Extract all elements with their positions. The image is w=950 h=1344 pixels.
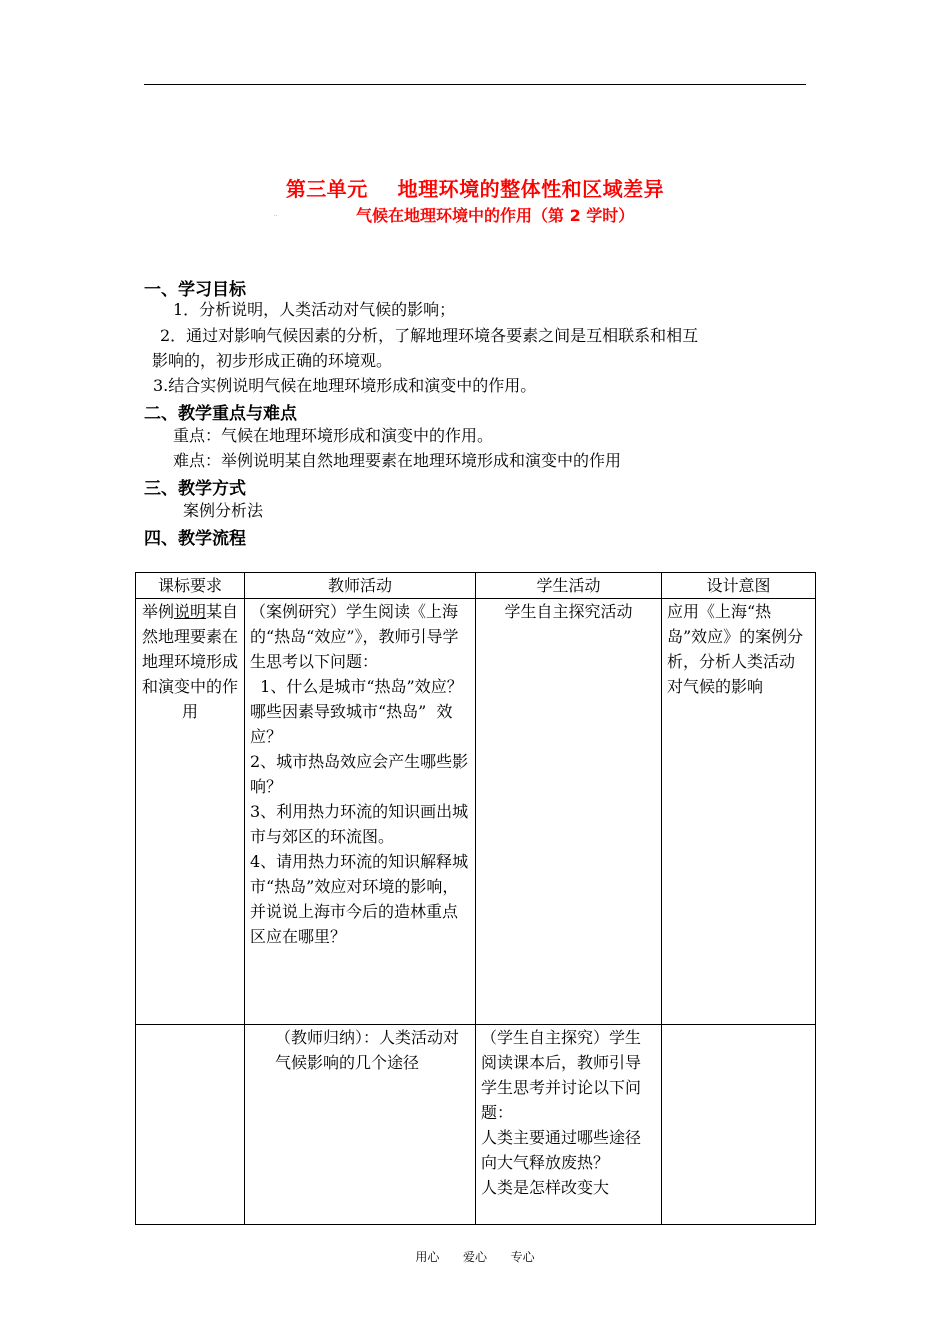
teacher-case-intro: （案例研究）学生阅读《上海的“热岛“效应”》，教师引导学生思考以下问题：: [250, 602, 459, 671]
table-row: [136, 1025, 816, 1225]
goal-item-1: 1．分析说明，人类活动对气候的影响；: [173, 300, 456, 319]
requirement-prefix: 举例: [141, 602, 174, 621]
teacher-question-2: 2、城市热岛效应会产生哪些影响？: [250, 752, 469, 796]
lesson-subtitle: 气候在地理环境中的作用（第 2 学时）: [356, 206, 635, 225]
goal-item-2: 2．通过对影响气候因素的分析，了解地理环境各要素之间是互相联系和相互: [160, 326, 699, 345]
requirement-rest: 某自然地理要素在地理环境形成和演变中的作用: [141, 602, 239, 721]
student-question-1: 人类主要通过哪些途径向大气释放废热？: [481, 1128, 642, 1172]
section-heading-focus: 二、教学重点与难点: [144, 404, 297, 424]
requirement-cell: [136, 599, 245, 1025]
requirement-underlined: 说明: [173, 602, 206, 621]
header-rule: [144, 84, 806, 85]
teaching-flow-table: [135, 572, 816, 1225]
student-inquiry-cell: [476, 1025, 662, 1225]
teaching-method: 案例分析法: [183, 501, 264, 520]
design-intent-cell-empty: [662, 1025, 816, 1225]
section-heading-flow: 四、教学流程: [144, 529, 246, 549]
student-question-2: 人类是怎样改变大: [481, 1178, 610, 1197]
student-inquiry-intro: （学生自主探究）学生阅读课本后，教师引导学生思考并讨论以下问题：: [481, 1028, 642, 1122]
header-student-activity: 学生活动: [476, 573, 662, 599]
table-header-row: [136, 573, 816, 599]
difficulty-point: 难点：举例说明某自然地理要素在地理环境形成和演变中的作用: [173, 451, 622, 470]
stray-mark: ..: [274, 212, 278, 218]
student-activity-cell: 学生自主探究活动: [476, 599, 662, 1025]
goal-item-2-cont: 影响的，初步形成正确的环境观。: [152, 351, 393, 370]
section-heading-method: 三、教学方式: [144, 479, 246, 499]
requirement-cell-empty: [136, 1025, 245, 1225]
teacher-summary-cell: （教师归纳）：人类活动对气候影响的几个途径: [245, 1025, 476, 1225]
table-row: [136, 599, 816, 1025]
page-footer: 用心 爱心 专心: [415, 1250, 535, 1264]
header-requirement: 课标要求: [136, 573, 245, 599]
teacher-question-4: 4、请用热力环流的知识解释城市“热岛”效应对环境的影响，并说说上海市今后的造林重点区应在哪里？: [250, 852, 469, 946]
design-intent-cell: 应用《上海“热岛”效应》的案例分析，分析人类活动对气候的影响: [662, 599, 816, 1025]
unit-title: 第三单元 地理环境的整体性和区域差异: [285, 177, 665, 201]
key-point: 重点：气候在地理环境形成和演变中的作用。: [173, 426, 494, 445]
header-teacher-activity: 教师活动: [245, 573, 476, 599]
section-heading-goals: 一、学习目标: [144, 280, 246, 300]
goal-item-3: 3.结合实例说明气候在地理环境形成和演变中的作用。: [153, 376, 537, 395]
teacher-question-3: 3、利用热力环流的知识画出城市与郊区的环流图。: [250, 802, 469, 846]
teacher-activity-cell: [245, 599, 476, 1025]
teacher-question-1: 1、什么是城市“热岛”效应？哪些因素导致城市“热岛” 效应？: [250, 677, 463, 746]
header-design-intent: 设计意图: [662, 573, 816, 599]
